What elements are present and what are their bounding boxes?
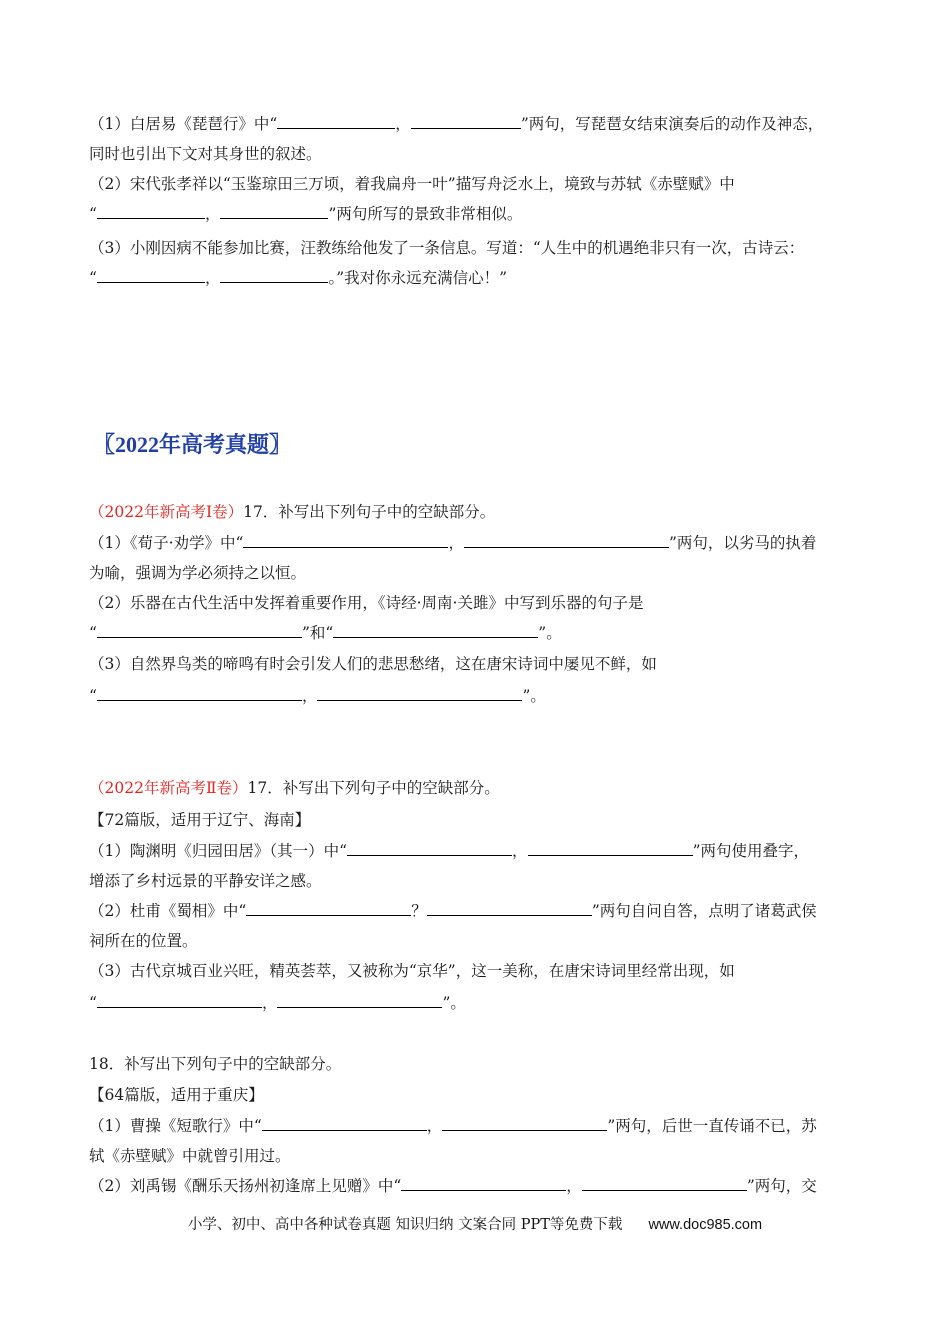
answer-blank[interactable]: [464, 533, 669, 548]
q2-line: （2）宋代张孝祥以“玉鉴琼田三万顷，着我扁舟一叶”描写舟泛水上，境致与苏轼《赤壁赋》中: [89, 175, 735, 193]
answer-blank[interactable]: [427, 901, 592, 916]
q18-intro: 18．补写出下列句子中的空缺部分。: [89, 1055, 342, 1073]
exam2-q2-line: （2）杜甫《蜀相》中“ ？ ”两句自问自答，点明了诸葛武侯: [89, 902, 817, 920]
q3-line-blanks: “ ， 。”我对你永远充满信心！”: [89, 269, 508, 287]
page-footer: [0, 1213, 950, 1234]
exam1-q2-line: （2）乐器在古代生活中发挥着重要作用，《诗经·周南·关雎》中写到乐器的句子是: [89, 594, 644, 612]
footer-text: 小学、初中、高中各种试卷真题 知识归纳 文案合同 PPT等免费下载: [187, 1217, 623, 1233]
answer-blank[interactable]: [220, 204, 328, 219]
exam2-q3-line: （3）古代京城百业兴旺，精英荟萃，又被称为“京华”，这一美称，在唐宋诗词里经常出现，如: [89, 962, 735, 980]
exam1-q1-cont: 为喻，强调为学必须持之以恒。: [89, 564, 307, 582]
answer-blank[interactable]: [277, 993, 442, 1008]
answer-blank[interactable]: [97, 623, 302, 638]
exam2-q1-cont: 增添了乡村远景的平静安详之感。: [89, 872, 322, 890]
answer-blank[interactable]: [528, 841, 693, 856]
exam2-q3-blanks: “ ， ”。: [89, 994, 466, 1012]
footer-url[interactable]: www.doc985.com: [648, 1217, 763, 1233]
answer-blank[interactable]: [333, 623, 538, 638]
exam1-q3-blanks: “ ， ”。: [89, 687, 546, 705]
answer-blank[interactable]: [97, 268, 205, 283]
q18-q1-cont: 轼《赤壁赋》中就曾引用过。: [89, 1147, 291, 1165]
q2-line-blanks: “ ， ”两句所写的景致非常相似。: [89, 205, 523, 223]
answer-blank[interactable]: [317, 686, 522, 701]
exam-source: （2022年新高考Ⅰ卷）: [89, 503, 244, 521]
answer-blank[interactable]: [347, 841, 512, 856]
exam1-intro: （2022年新高考Ⅰ卷）17．补写出下列句子中的空缺部分。: [89, 503, 496, 521]
q3-line: （3）小刚因病不能参加比赛，汪教练给他发了一条信息。写道：“人生中的机遇绝非只有一次，古诗云：: [89, 239, 805, 257]
q18-q2-line: （2）刘禹锡《酬乐天扬州初逢席上见赠》中“ ， ”两句，交: [89, 1177, 817, 1195]
q1-line: （1）白居易《琵琶行》中“ ， ”两句，写琵琶女结束演奏后的动作及神态，: [89, 115, 824, 133]
exam1-q1-line: （1）《荀子·劝学》中“ ， ”两句，以劣马的执着: [89, 534, 817, 552]
answer-blank[interactable]: [411, 114, 521, 129]
exam1-q2-blanks: “ ”和“ ”。: [89, 624, 562, 642]
answer-blank[interactable]: [220, 268, 328, 283]
q18-q1-line: （1）曹操《短歌行》中“ ， ”两句，后世一直传诵不已，苏: [89, 1117, 817, 1135]
exam1-q3-line: （3）自然界鸟类的啼鸣有时会引发人们的悲思愁绪，这在唐宋诗词中屡见不鲜，如: [89, 655, 657, 673]
answer-blank[interactable]: [97, 993, 262, 1008]
answer-blank[interactable]: [97, 686, 302, 701]
section-heading: 〖2022年高考真题〗: [93, 432, 292, 457]
exam-source: （2022年新高考Ⅱ卷）: [89, 779, 248, 797]
q18-edition: 【64篇版，适用于重庆】: [89, 1086, 264, 1104]
answer-blank[interactable]: [582, 1176, 747, 1191]
exam2-q1-line: （1）陶渊明《归园田居》（其一）中“ ， ”两句使用叠字，: [89, 842, 809, 860]
answer-blank[interactable]: [262, 1116, 427, 1131]
answer-blank[interactable]: [97, 204, 205, 219]
answer-blank[interactable]: [442, 1116, 607, 1131]
answer-blank[interactable]: [401, 1176, 566, 1191]
answer-blank[interactable]: [246, 901, 411, 916]
answer-blank[interactable]: [243, 533, 448, 548]
exam2-intro: （2022年新高考Ⅱ卷）17．补写出下列句子中的空缺部分。: [89, 779, 500, 797]
q1-line-cont: 同时也引出下文对其身世的叙述。: [89, 145, 322, 163]
answer-blank[interactable]: [277, 114, 395, 129]
exam2-q2-cont: 祠所在的位置。: [89, 932, 198, 950]
exam2-edition: 【72篇版，适用于辽宁、海南】: [89, 811, 311, 829]
